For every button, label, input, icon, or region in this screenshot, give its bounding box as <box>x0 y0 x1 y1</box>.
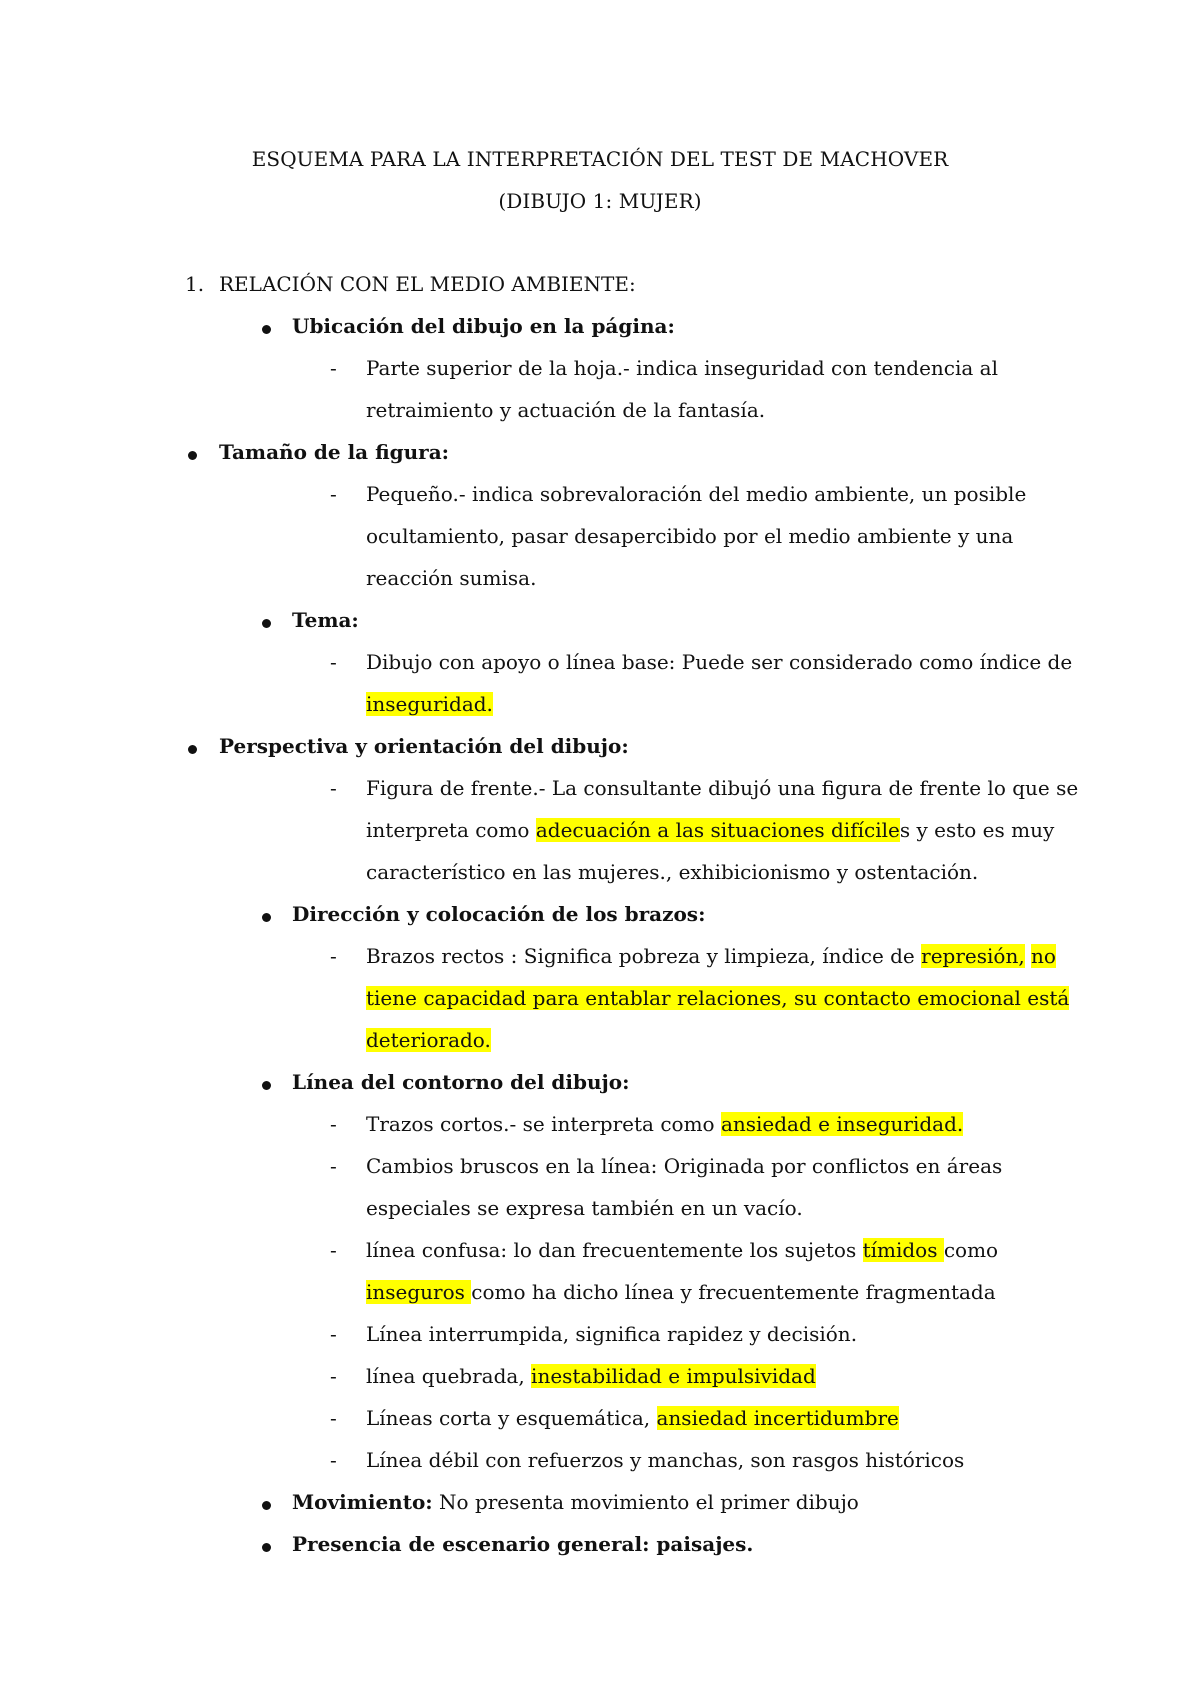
dash-marker: - <box>330 650 337 674</box>
document-subtitle: (DIBUJO 1: MUJER) <box>498 189 702 213</box>
tamano-line: reacción sumisa. <box>366 566 537 590</box>
perspectiva-line: Figura de frente.- La consultante dibujó una figura de frente lo que se <box>366 776 1079 800</box>
text-run: No presenta movimiento el primer dibujo <box>432 1490 859 1514</box>
dash-marker: - <box>330 1448 337 1472</box>
document-title: ESQUEMA PARA LA INTERPRETACIÓN DEL TEST DE MACHOVER <box>251 147 949 171</box>
contorno-item: Línea interrumpida, significa rapidez y decisión. <box>366 1322 858 1346</box>
text-run: como <box>943 1238 999 1262</box>
highlight: represión, <box>921 944 1025 968</box>
ubicacion-line: retraimiento y actuación de la fantasía. <box>366 398 766 422</box>
bullet-icon <box>262 1081 271 1090</box>
brazos-line <box>366 984 1069 1012</box>
bullet-icon <box>262 913 271 922</box>
highlight: adecuación a las situaciones difícile <box>535 818 900 842</box>
tema-line: Dibujo con apoyo o línea base: Puede ser considerado como índice de <box>366 650 1073 674</box>
dash-marker: - <box>330 1238 337 1262</box>
tamano-heading: Tamaño de la figura: <box>219 440 450 464</box>
contorno-item: Cambios bruscos en la línea: Originada por conflictos en áreas <box>366 1154 1003 1178</box>
text-run: como ha dicho línea y frecuentemente fragmentada <box>471 1280 996 1304</box>
section-heading: RELACIÓN CON EL MEDIO AMBIENTE: <box>219 272 636 296</box>
contorno-item <box>366 1110 963 1138</box>
dash-marker: - <box>330 1322 337 1346</box>
highlight: inseguridad. <box>366 692 493 716</box>
tamano-line: ocultamiento, pasar desapercibido por el medio ambiente y una <box>366 524 1014 548</box>
highlight: ansiedad incertidumbre <box>656 1406 899 1430</box>
ubicacion-heading: Ubicación del dibujo en la página: <box>292 314 675 338</box>
text-run: línea quebrada, <box>366 1364 532 1388</box>
dash-marker: - <box>330 1364 337 1388</box>
dash-marker: - <box>330 944 337 968</box>
contorno-item: especiales se expresa también en un vacío. <box>366 1196 803 1220</box>
brazos-line <box>366 1026 491 1054</box>
highlight: inestabilidad e impulsividad <box>531 1364 816 1388</box>
perspectiva-line: característico en las mujeres., exhibicionismo y ostentación. <box>366 860 979 884</box>
text-run: línea confusa: lo dan frecuentemente los sujetos <box>366 1238 863 1262</box>
text-run: Líneas corta y esquemática, <box>366 1406 657 1430</box>
dash-marker: - <box>330 1112 337 1136</box>
contorno-item <box>366 1278 996 1306</box>
text-run: interpreta como <box>366 818 536 842</box>
highlight: no <box>1031 944 1056 968</box>
highlight: tímidos <box>862 1238 944 1262</box>
ubicacion-line: Parte superior de la hoja.- indica inseguridad con tendencia al <box>366 356 998 380</box>
brazos-line <box>366 942 1056 970</box>
tema-heading: Tema: <box>292 608 359 632</box>
section-number: 1. <box>185 272 205 296</box>
contorno-item: Línea débil con refuerzos y manchas, son rasgos históricos <box>366 1448 965 1472</box>
contorno-item <box>366 1236 998 1264</box>
bullet-icon <box>262 325 271 334</box>
bullet-icon <box>188 451 197 460</box>
highlight: tiene capacidad para entablar relaciones, su contacto emocional está <box>366 986 1070 1010</box>
bullet-icon <box>262 1543 271 1552</box>
dash-marker: - <box>330 356 337 380</box>
perspectiva-line <box>366 816 1054 844</box>
dash-marker: - <box>330 1406 337 1430</box>
text-run: Brazos rectos : Significa pobreza y limpieza, índice de <box>366 944 922 968</box>
contorno-heading: Línea del contorno del dibujo: <box>292 1070 630 1094</box>
dash-marker: - <box>330 482 337 506</box>
contorno-item <box>366 1362 816 1390</box>
movimiento-line <box>292 1488 859 1516</box>
movimiento-heading: Movimiento: <box>292 1490 433 1514</box>
tema-line <box>366 690 493 718</box>
contorno-item <box>366 1404 899 1432</box>
text-run: Trazos cortos.- se interpreta como <box>366 1112 721 1136</box>
brazos-heading: Dirección y colocación de los brazos: <box>292 902 706 926</box>
highlight: ansiedad e inseguridad. <box>720 1112 964 1136</box>
highlight: deteriorado. <box>366 1028 491 1052</box>
dash-marker: - <box>330 1154 337 1178</box>
bullet-icon <box>262 619 271 628</box>
escenario-heading: Presencia de escenario general: paisajes. <box>292 1532 754 1556</box>
dash-marker: - <box>330 776 337 800</box>
tamano-line: Pequeño.- indica sobrevaloración del medio ambiente, un posible <box>366 482 1027 506</box>
bullet-icon <box>262 1501 271 1510</box>
perspectiva-heading: Perspectiva y orientación del dibujo: <box>219 734 629 758</box>
text-run: s y esto es muy <box>899 818 1055 842</box>
highlight: inseguros <box>366 1280 472 1304</box>
bullet-icon <box>188 745 197 754</box>
